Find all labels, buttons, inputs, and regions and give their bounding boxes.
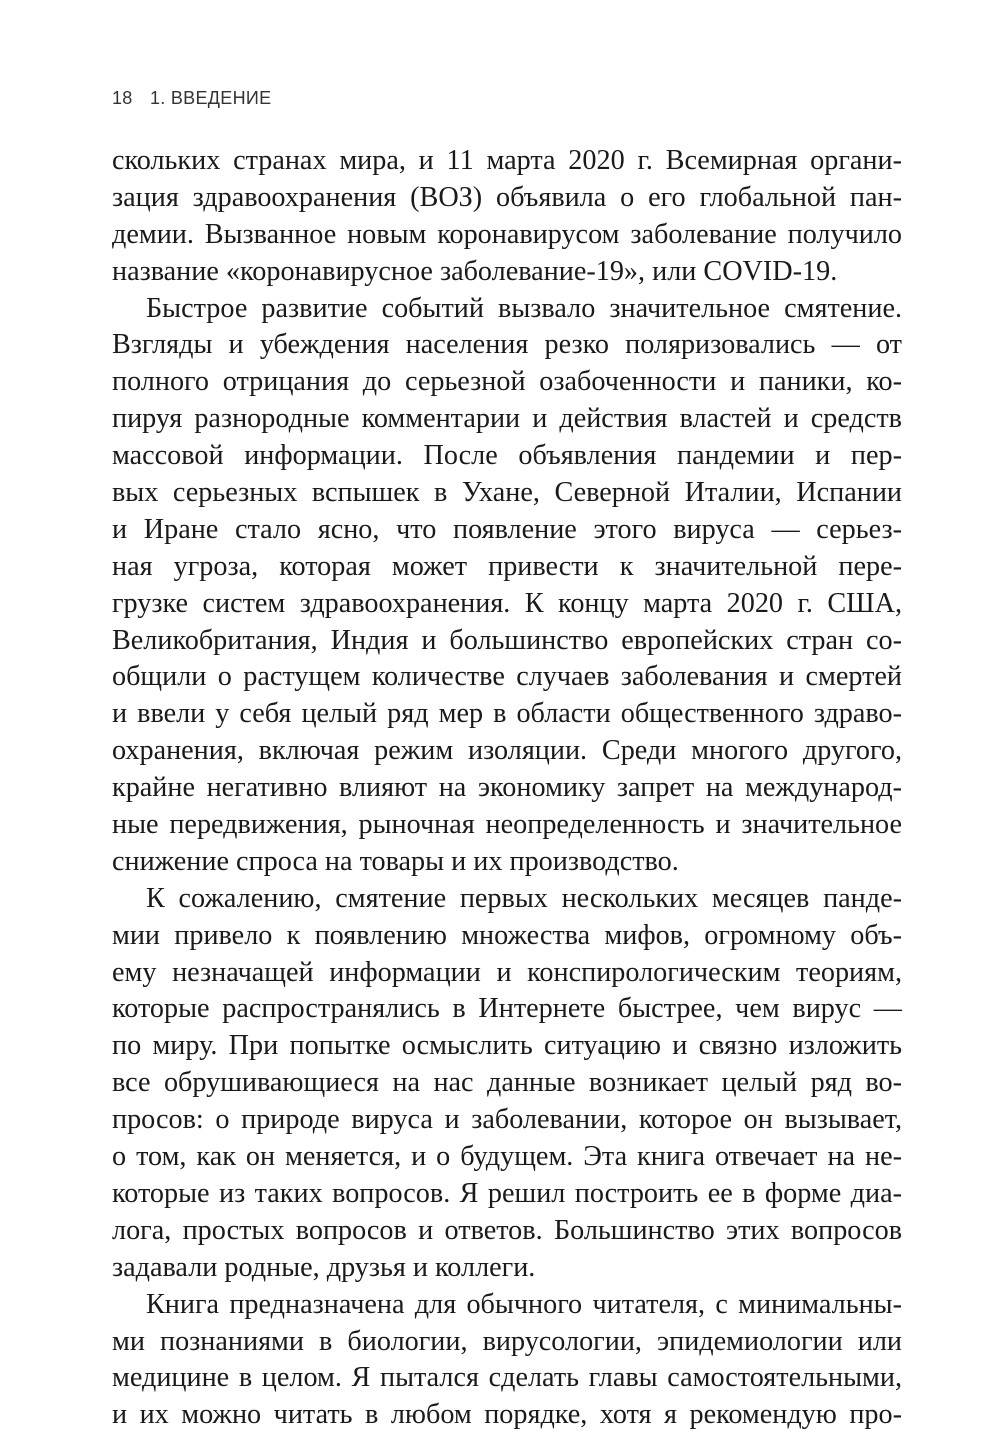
text-line: лога, простых вопросов и ответов. Большинство этих вопросов: [112, 1214, 902, 1246]
text-line: полного отрицания до серьезной озабоченности и паники, ко-: [112, 366, 902, 398]
text-line: ему незначащей информации и конспирологическим теориям,: [112, 956, 902, 988]
text-line: скольких странах мира, и 11 марта 2020 г. Всемирная органи-: [112, 145, 902, 176]
text-line: и Иране стало ясно, что появление этого вируса — серьез-: [112, 513, 902, 545]
paragraph: [112, 291, 902, 881]
text-line: общили о растущем количестве случаев заболевания и смертей: [112, 661, 902, 693]
text-line: зация здравоохранения (ВОЗ) объявила о его глобальной пан-: [112, 181, 902, 213]
text-line: ные передвижения, рыночная неопределенность и значительное: [112, 809, 902, 841]
text-line: вых серьезных вспышек в Ухане, Северной Италии, Испании: [112, 477, 902, 509]
text-line: название «коронавирусное заболевание-19», или COVID-19.: [112, 255, 838, 287]
text-line: по миру. При попытке осмыслить ситуацию и связно изложить: [112, 1030, 902, 1062]
text-line: и ввели у себя целый ряд мер в области общественного здраво-: [112, 698, 902, 730]
text-line: пируя разнородные комментарии и действия властей и средств: [112, 403, 902, 435]
paragraph: [112, 1287, 902, 1434]
text-line: все обрушивающиеся на нас данные возникает целый ряд во-: [112, 1067, 902, 1099]
text-line: Книга предназначена для обычного читателя, с минимальны-: [146, 1288, 902, 1320]
text-line: и их можно читать в любом порядке, хотя я рекомендую про-: [112, 1399, 902, 1431]
text-line: задавали родные, друзья и коллеги.: [112, 1251, 536, 1283]
text-line: снижение спроса на товары и их производство.: [112, 845, 679, 877]
running-head: [112, 88, 271, 109]
text-line: Великобритания, Индия и большинство европейских стран со-: [112, 624, 902, 656]
paragraph: [112, 881, 902, 1287]
text-line: которые распространялись в Интернете быстрее, чем вирус —: [112, 993, 902, 1025]
page-number: 18: [112, 88, 133, 108]
text-line: К сожалению, смятение первых нескольких месяцев панде-: [146, 882, 902, 914]
text-line: охранения, включая режим изоляции. Среди многого другого,: [112, 735, 902, 767]
text-line: Быстрое развитие событий вызвало значительное смятение.: [146, 292, 902, 324]
text-line: которые из таких вопросов. Я решил построить ее в форме диа-: [112, 1177, 902, 1209]
text-line: демии. Вызванное новым коронавирусом заболевание получило: [112, 218, 902, 250]
text-line: крайне негативно влияют на экономику запрет на международ-: [112, 772, 902, 804]
text-line: массовой информации. После объявления пандемии и пер-: [112, 440, 902, 472]
text-line: просов: о природе вируса и заболевании, которое он вызывает,: [112, 1104, 902, 1136]
text-line: о том, как он меняется, и о будущем. Эта книга отвечает на не-: [112, 1141, 902, 1173]
text-line: медицине в целом. Я пытался сделать главы самостоятельными,: [112, 1362, 902, 1394]
body-text: [112, 143, 902, 1434]
text-line: ная угроза, которая может привести к значительной пере-: [112, 550, 902, 582]
section-title: 1. ВВЕДЕНИЕ: [149, 88, 272, 108]
text-line: мии привело к появлению множества мифов, огромному объ-: [112, 919, 902, 951]
text-line: ми познаниями в биологии, вирусологии, эпидемиологии или: [112, 1325, 902, 1357]
text-line: грузке систем здравоохранения. К концу марта 2020 г. США,: [112, 587, 902, 619]
paragraph: [112, 143, 902, 291]
text-line: Взгляды и убеждения населения резко поляризовались — от: [112, 329, 902, 361]
